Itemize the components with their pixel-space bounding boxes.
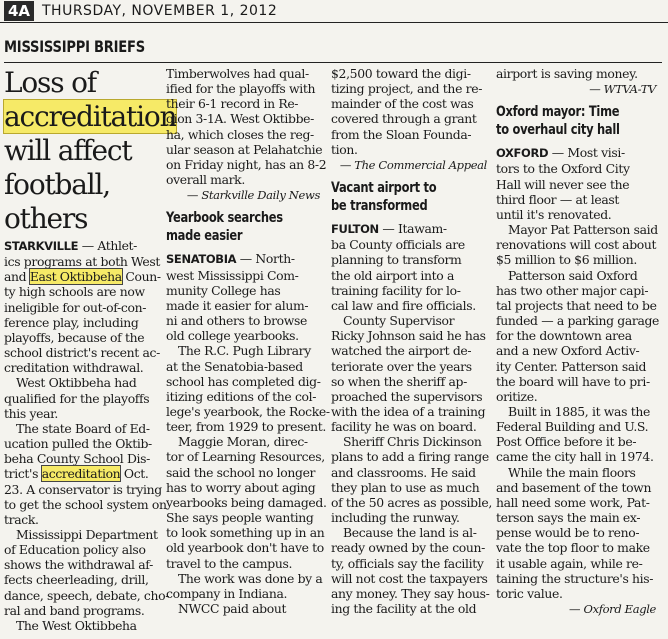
- headline-line: made easier: [166, 228, 243, 245]
- body-line: fects cheerleading, drill,: [4, 572, 149, 588]
- body-line: playoffs, because of the: [4, 329, 145, 345]
- body-line: watched the airport de-: [331, 343, 472, 359]
- body-line: ha, which closes the reg-: [166, 126, 314, 142]
- body-line: ready owned by the coun-: [331, 540, 486, 556]
- body-line: oritize.: [496, 388, 538, 404]
- story-body-airport-continued: [496, 66, 656, 81]
- body-line: overall mark.: [166, 172, 245, 188]
- story-body-yearbook-continued: [331, 66, 487, 157]
- body-line: with the idea of a training: [331, 403, 486, 419]
- body-line: it usable again, while re-: [496, 555, 643, 571]
- body-line: Mayor Pat Patterson said: [508, 222, 658, 238]
- body-line: Federal Building and U.S.: [496, 419, 649, 435]
- story-body-oxford: [496, 145, 660, 601]
- body-line: company in Indiana.: [166, 585, 288, 601]
- body-line: funded — a parking garage: [496, 313, 660, 329]
- body-line: tion.: [331, 141, 358, 157]
- body-line: mainder of the cost was: [331, 96, 474, 112]
- story-body-accreditation: [4, 238, 170, 633]
- body-line: cal law and fire officials.: [331, 297, 476, 313]
- body-line: the old airport into a: [331, 267, 455, 283]
- body-line: will not cost the taxpayers: [331, 570, 488, 586]
- body-line: Sheriff Chris Dickinson: [343, 434, 482, 450]
- body-line: ference play, including: [4, 314, 139, 330]
- body-line: renovations will cost about: [496, 237, 657, 253]
- body-line: Mississippi Department: [16, 526, 158, 542]
- body-line: so when the sheriff ap-: [331, 373, 467, 389]
- body-line: and classrooms. He said: [331, 464, 476, 480]
- headline-line: Oxford mayor: Time: [496, 104, 620, 121]
- body-line: ular season at Pelahatchie: [166, 141, 323, 157]
- body-line: old college yearbooks.: [166, 328, 299, 344]
- body-line: to get the school system on: [4, 496, 167, 512]
- body-line: including the runway.: [331, 510, 460, 526]
- body-line: creditation withdrawal.: [4, 360, 144, 376]
- headline-line: to overhaul city hall: [496, 122, 620, 139]
- body-line: Patterson said Oxford: [508, 267, 638, 283]
- page-number: 4A: [4, 1, 34, 21]
- body-line: school has completed dig-: [166, 373, 321, 389]
- body-line: Built in 1885, it was the: [508, 403, 650, 419]
- body-line: at the Senatobia-based: [166, 358, 303, 374]
- body-line: $2,500 toward the digi-: [331, 66, 471, 81]
- body-line: covered through a grant: [331, 111, 477, 127]
- body-line: The state Board of Ed-: [16, 420, 150, 436]
- story-headline-airport: [331, 179, 495, 215]
- body-line: itizing editions of the col-: [166, 388, 317, 404]
- column-4: [496, 66, 660, 621]
- body-line: on Friday night, has an 8-2: [166, 156, 327, 172]
- body-line: made it easier for alum-: [166, 297, 309, 313]
- body-line: She says people wanting: [166, 510, 314, 526]
- highlighted-word: accreditation: [41, 466, 121, 482]
- headline-line: football,: [4, 168, 110, 201]
- highlighted-headline-word: accreditation: [4, 100, 177, 133]
- body-line: ucation pulled the Oktib-: [4, 436, 152, 452]
- body-line: tizing project, and the re-: [331, 81, 483, 97]
- body-line: Hall will never see the: [496, 176, 630, 192]
- body-line: has to worry about aging: [166, 479, 316, 495]
- story-headline-yearbook: [166, 209, 330, 245]
- body-line: ity Center. Patterson said: [496, 358, 647, 374]
- body-line: came the city hall in 1974.: [496, 449, 654, 465]
- body-line: NWCC paid about: [178, 601, 287, 616]
- story-credit: — Oxford Eagle: [569, 602, 656, 616]
- body-line: to look something up in an: [166, 525, 325, 541]
- body-line: 23. A conservator is trying: [4, 481, 162, 497]
- body-line: Maggie Moran, direc-: [178, 434, 308, 450]
- headline-line: Yearbook searches: [166, 210, 283, 227]
- body-line: planning to transform: [331, 252, 462, 268]
- body-line: ral and band programs.: [4, 602, 145, 618]
- section-rule: [4, 62, 662, 63]
- body-line: west Mississippi Com-: [166, 267, 299, 283]
- body-line: pense would be to reno-: [496, 525, 640, 541]
- page-header: [0, 0, 668, 23]
- story-dateline: STARKVILLE: [4, 239, 79, 253]
- body-line: they plan to use as much: [331, 479, 480, 495]
- body-line: County Supervisor: [343, 313, 455, 329]
- body-line: school district's recent ac-: [4, 345, 160, 361]
- body-line: qualified for the playoffs: [4, 390, 150, 406]
- body-line: ineligible for out-of-con-: [4, 299, 147, 315]
- issue-date: THURSDAY, NOVEMBER 1, 2012: [42, 3, 278, 19]
- body-line: old yearbook don't have to: [166, 540, 324, 556]
- body-line: The R.C. Pugh Library: [178, 343, 311, 359]
- body-line: West Oktibbeha had: [16, 375, 137, 391]
- body-line: yearbooks being damaged.: [166, 494, 327, 510]
- body-line: and East Oktibbeha Coun-: [4, 269, 161, 285]
- headline-line: Vacant airport to: [331, 180, 437, 197]
- headline-line: will affect: [4, 134, 132, 167]
- section-title: MISSISSIPPI BRIEFS: [4, 37, 145, 56]
- body-line: ba County officials are: [331, 237, 465, 253]
- body-line: third floor — at least: [496, 191, 620, 207]
- highlighted-phrase: East Oktibbeha: [29, 269, 122, 285]
- body-line: training facility for lo-: [331, 282, 461, 298]
- body-line: until it's renovated.: [496, 206, 612, 222]
- body-line: ni and others to browse: [166, 313, 308, 329]
- headline-line: others: [4, 202, 88, 235]
- body-line: taining the structure's his-: [496, 570, 654, 586]
- body-line: The work was done by a: [178, 570, 323, 586]
- body-line: ics programs at both West: [4, 254, 161, 270]
- body-line: ty high schools are now: [4, 284, 145, 300]
- body-line: FULTON — Itawam-: [331, 221, 447, 237]
- body-line: vate the top floor to make: [496, 540, 650, 556]
- body-line: trict's accreditation Oct.: [4, 466, 149, 482]
- body-line: The West Oktibbeha: [16, 617, 137, 633]
- body-line: ified for the playoffs with: [166, 81, 316, 97]
- body-line: facility he was on board.: [331, 419, 477, 435]
- body-line: $5 million to $6 million.: [496, 252, 637, 268]
- body-line: of Education policy also: [4, 542, 146, 558]
- body-line: travel to the campus.: [166, 555, 293, 571]
- body-line: from the Sloan Founda-: [331, 126, 472, 142]
- body-line: teer, from 1929 to present.: [166, 419, 326, 435]
- body-line: airport is saving money.: [496, 66, 638, 81]
- body-line: has two other major capi-: [496, 282, 649, 298]
- body-line: terson says the main ex-: [496, 510, 641, 526]
- body-line: While the main floors: [508, 464, 636, 480]
- body-line: said the school no longer: [166, 464, 316, 480]
- body-line: the board will have to pri-: [496, 373, 650, 389]
- story-dateline: SENATOBIA: [166, 252, 237, 267]
- body-line: Because the land is al-: [343, 525, 477, 541]
- body-line: dance, speech, debate, cho-: [4, 587, 170, 603]
- body-line: ty, officials say the facility: [331, 555, 484, 571]
- column-2: [166, 66, 330, 616]
- body-line: munity College has: [166, 282, 281, 298]
- story-headline-oxford: [496, 103, 660, 139]
- story-dateline: FULTON: [331, 222, 379, 237]
- body-line: lege's yearbook, the Rocke-: [166, 403, 330, 419]
- body-line: for the downtown area: [496, 328, 632, 344]
- column-1: [4, 66, 177, 633]
- body-line: and basement of the town: [496, 479, 652, 495]
- headline-line: be transformed: [331, 198, 428, 215]
- story-credit: — The Commercial Appeal: [339, 157, 487, 172]
- story-body-accreditation-continued: [166, 66, 327, 188]
- body-line: tal projects that need to be: [496, 297, 657, 313]
- body-line: their 6-1 record in Re-: [166, 96, 299, 112]
- story-credit: — Starkville Daily News: [186, 188, 320, 203]
- body-line: track.: [4, 511, 39, 527]
- body-line: gion 3-1A. West Oktibbe-: [166, 111, 314, 127]
- story-body-yearbook: [166, 251, 330, 616]
- body-line: SENATOBIA — North-: [166, 251, 295, 267]
- body-line: Timberwolves had qual-: [166, 66, 309, 81]
- body-line: Post Office before it be-: [496, 434, 637, 450]
- body-line: shows the withdrawal af-: [4, 557, 153, 573]
- body-line: Ricky Johnson said he has: [331, 328, 486, 344]
- body-line: OXFORD — Most visi-: [496, 145, 625, 161]
- body-line: — Athlet-: [81, 238, 138, 253]
- body-line: tor of Learning Resources,: [166, 449, 325, 465]
- body-line: any money. They say hous-: [331, 585, 490, 601]
- body-line: beha County School Dis-: [4, 451, 151, 467]
- column-3: [331, 66, 492, 616]
- story-dateline: OXFORD: [496, 146, 549, 161]
- body-line: tors to the Oxford City: [496, 161, 630, 177]
- story-body-airport: [331, 221, 492, 616]
- body-line: proached the supervisors: [331, 388, 483, 404]
- body-line: hall need some work, Pat-: [496, 494, 650, 510]
- body-line: and a new Oxford Activ-: [496, 343, 640, 359]
- story-credit: — WTVA-TV: [589, 82, 656, 97]
- body-line: toric value.: [496, 585, 563, 601]
- body-line: ing the facility at the old: [331, 601, 477, 616]
- headline-line: Loss of: [4, 66, 96, 99]
- body-line: this year.: [4, 405, 58, 421]
- body-line: of the 50 acres as possible,: [331, 494, 492, 510]
- story-headline-accreditation: [4, 66, 177, 236]
- body-line: plans to add a firing range: [331, 449, 489, 465]
- body-line: teriorate over the years: [331, 358, 472, 374]
